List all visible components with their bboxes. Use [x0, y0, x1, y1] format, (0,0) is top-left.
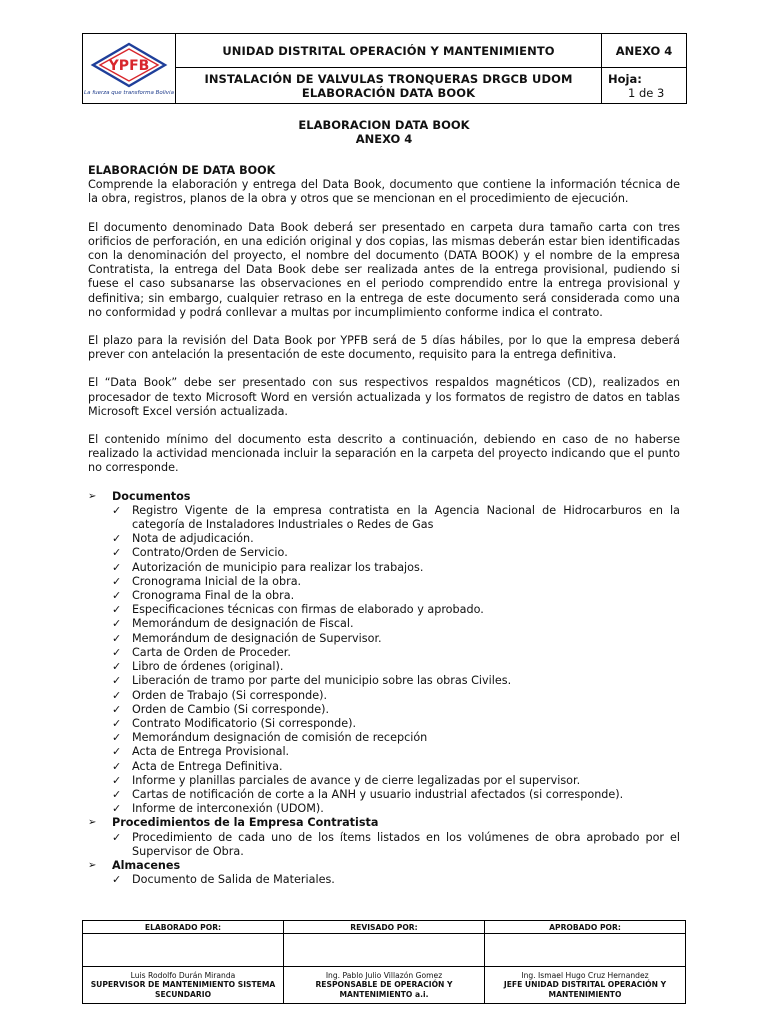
checklist-category-title: Procedimientos de la Empresa Contratista [112, 816, 379, 830]
document-subtitle: ANEXO 4 [355, 132, 413, 146]
checklist-item [112, 745, 680, 759]
checklist-item-text: Memorándum de designación de Fiscal. [132, 617, 354, 631]
checklist-item-text: Registro Vigente de la empresa contratista en la Agencia Nacional de Hidrocarburos en la categoría de Instaladores Industriales o Redes de Gas [132, 503, 680, 532]
checklist-item [112, 873, 680, 887]
checklist-item-text: Memorándum de designación de Supervisor. [132, 631, 382, 645]
checklist-item [112, 632, 680, 646]
signatory-role: SUPERVISOR DE MANTENIMIENTO SISTEMA SECUNDARIO [90, 980, 276, 999]
checkmark-icon: ✓ [112, 546, 122, 560]
checkmark-icon: ✓ [112, 603, 122, 617]
checkmark-icon: ✓ [112, 745, 122, 759]
checklist-item [112, 504, 680, 532]
checklist-item-text: Nota de adjudicación. [132, 532, 254, 546]
checklist-item-text: Autorización de municipio para realizar los trabajos. [132, 560, 424, 574]
signature-header-approved: APROBADO POR: [485, 921, 686, 934]
document-body [88, 118, 680, 887]
checkmark-icon: ✓ [112, 830, 122, 844]
checklist-item [112, 760, 680, 774]
checkmark-icon: ✓ [112, 702, 122, 716]
checklist-item [112, 703, 680, 717]
checkmark-icon: ✓ [112, 773, 122, 787]
checkmark-icon: ✓ [112, 617, 122, 631]
checklist-item [112, 731, 680, 745]
arrow-bullet-icon: ➢ [88, 490, 97, 502]
document-header [82, 33, 687, 104]
signature-space [284, 934, 485, 967]
checklist-item-text: Cronograma Final de la obra. [132, 589, 295, 603]
checklist-item-text: Cartas de notificación de corte a la ANH y usuario industrial afectados (si corresponde). [132, 787, 624, 801]
checkmark-icon: ✓ [112, 759, 122, 773]
project-line-2: ELABORACIÓN DATA BOOK [301, 85, 476, 100]
ypfb-logo-icon [90, 41, 168, 89]
sheet-value: 1 de 3 [628, 85, 665, 100]
logo-text: YPFB [108, 58, 150, 74]
unit-title: UNIDAD DISTRITAL OPERACIÓN Y MANTENIMIENTO [176, 34, 602, 68]
checklist-item-text: Documento de Salida de Materiales. [132, 873, 335, 887]
checklist-item [112, 603, 680, 617]
checklist-item-text: Memorándum designación de comisión de recepción [132, 731, 428, 745]
checklist-item-text: Contrato Modificatorio (Si corresponde). [132, 716, 357, 730]
checklist-item-text: Orden de Cambio (Si corresponde). [132, 702, 330, 716]
arrow-bullet-icon: ➢ [88, 817, 97, 829]
content-checklist [88, 490, 680, 888]
sheet-label: Hoja: [608, 71, 642, 86]
checklist-category [88, 490, 680, 817]
checkmark-icon: ✓ [112, 674, 122, 688]
signatory-role: RESPONSABLE DE OPERACIÓN Y MANTENIMIENTO a.i. [315, 980, 453, 999]
checklist-item [112, 646, 680, 660]
project-line-1: INSTALACIÓN DE VALVULAS TRONQUERAS DRGCB UDOM [204, 71, 573, 86]
checkmark-icon: ✓ [112, 660, 122, 674]
checklist-item [112, 788, 680, 802]
checklist-item-text: Especificaciones técnicas con firmas de elaborado y aprobado. [132, 603, 484, 617]
signature-table [82, 920, 686, 1004]
signatory-name: Ing. Ismael Hugo Cruz Hernandez [521, 970, 649, 980]
paragraph: El documento denominado Data Book deberá ser presentado en carpeta dura tamaño carta con tres orificios de perforación, en una edición original y dos copias, las mismas deberán estar bien identificadas con la denominación del proyecto, el nombre del documento (DATA BOOK) y el nombre de la empresa Contratista, la entrega del Data Book debe ser realizada antes de la entrega provisional, pudiendo si fuese el caso subsanarse las observaciones en el periodo comprendido entre la entrega provisional y definitiva; sin embargo, cualquier retraso en la entrega de este documento será considerada como una no conformidad y podrá conllevar a multas por incumplimiento conforme indica el contrato. [88, 220, 680, 319]
signature-space [83, 934, 284, 967]
signatory-name: Luis Rodolfo Durán Miranda [130, 970, 236, 980]
checklist-category-title: Documentos [112, 489, 191, 503]
checklist-item [112, 660, 680, 674]
paragraph: El plazo para la revisión del Data Book por YPFB será de 5 días hábiles, por lo que la empresa deberá prever con antelación la presentación de este documento, requisito para la entrega definitiva. [88, 334, 680, 362]
checklist-item [112, 802, 680, 816]
arrow-bullet-icon: ➢ [88, 859, 97, 871]
checkmark-icon: ✓ [112, 787, 122, 801]
checkmark-icon: ✓ [112, 688, 122, 702]
checklist-item [112, 617, 680, 631]
checkmark-icon: ✓ [112, 560, 122, 574]
checkmark-icon: ✓ [112, 716, 122, 730]
signatory-reviewed [284, 967, 485, 1004]
project-title [176, 68, 602, 104]
checklist-item [112, 831, 680, 859]
checkmark-icon: ✓ [112, 532, 122, 546]
logo-cell [83, 34, 176, 104]
checklist-item-text: Cronograma Inicial de la obra. [132, 574, 302, 588]
checklist-item [112, 674, 680, 688]
paragraph: El contenido mínimo del documento esta descrito a continuación, debiendo en caso de no haberse realizado la actividad mencionada incluir la separación en la carpeta del proyecto indicando que el punto no corresponde. [88, 433, 680, 475]
checklist-category [88, 859, 680, 887]
document-title: ELABORACION DATA BOOK [298, 118, 470, 132]
checklist-item-text: Libro de órdenes (original). [132, 660, 284, 674]
signature-header-reviewed: REVISADO POR: [284, 921, 485, 934]
checklist-item [112, 575, 680, 589]
checklist-item-text: Acta de Entrega Definitiva. [132, 759, 283, 773]
signatory-role: JEFE UNIDAD DISTRITAL OPERACIÓN Y MANTENIMIENTO [503, 980, 667, 999]
signatory-elaborated [83, 967, 284, 1004]
checkmark-icon: ✓ [112, 574, 122, 588]
checklist-item [112, 589, 680, 603]
checklist-item-text: Contrato/Orden de Servicio. [132, 546, 288, 560]
signature-space [485, 934, 686, 967]
checklist-item [112, 532, 680, 546]
checkmark-icon: ✓ [112, 631, 122, 645]
checkmark-icon: ✓ [112, 873, 122, 887]
checkmark-icon: ✓ [112, 503, 122, 517]
paragraph: Comprende la elaboración y entrega del Data Book, documento que contiene la información técnica de la obra, registros, planos de la obra y otros que se mencionan en el procedimiento de ejecución. [88, 178, 680, 206]
checklist-item-text: Carta de Orden de Proceder. [132, 645, 291, 659]
signature-header-elaborated: ELABORADO POR: [83, 921, 284, 934]
checkmark-icon: ✓ [112, 731, 122, 745]
checklist-category-title: Almacenes [112, 858, 181, 872]
checklist-category [88, 816, 680, 859]
checklist-item [112, 717, 680, 731]
checklist-item-text: Orden de Trabajo (Si corresponde). [132, 688, 328, 702]
checklist-item [112, 774, 680, 788]
section-heading: ELABORACIÓN DE DATA BOOK [88, 164, 276, 177]
checklist-item [112, 561, 680, 575]
checkmark-icon: ✓ [112, 589, 122, 603]
checkmark-icon: ✓ [112, 645, 122, 659]
checklist-item [112, 546, 680, 560]
paragraph: El “Data Book” debe ser presentado con sus respectivos respaldos magnéticos (CD), realizados en procesador de texto Microsoft Word en versión actualizada y los formatos de registro de datos en tablas Microsoft Excel versión actualizada. [88, 376, 680, 418]
checklist-item-text: Acta de Entrega Provisional. [132, 745, 290, 759]
annex-label: ANEXO 4 [602, 34, 687, 68]
checklist-item [112, 689, 680, 703]
checklist-item-text: Informe y planillas parciales de avance y de cierre legalizadas por el supervisor. [132, 773, 581, 787]
signatory-approved [485, 967, 686, 1004]
checklist-item-text: Liberación de tramo por parte del municipio sobre las obras Civiles. [132, 674, 512, 688]
sheet-cell [602, 68, 687, 104]
logo-tagline: La fuerza que transforma Bolivia [84, 90, 174, 96]
signatory-name: Ing. Pablo Julio Villazón Gomez [325, 970, 443, 980]
checkmark-icon: ✓ [112, 802, 122, 816]
checklist-item-text: Informe de interconexión (UDOM). [132, 802, 324, 816]
checklist-item-text: Procedimiento de cada uno de los ítems listados en los volúmenes de obra aprobado por el Supervisor de Obra. [132, 830, 680, 858]
